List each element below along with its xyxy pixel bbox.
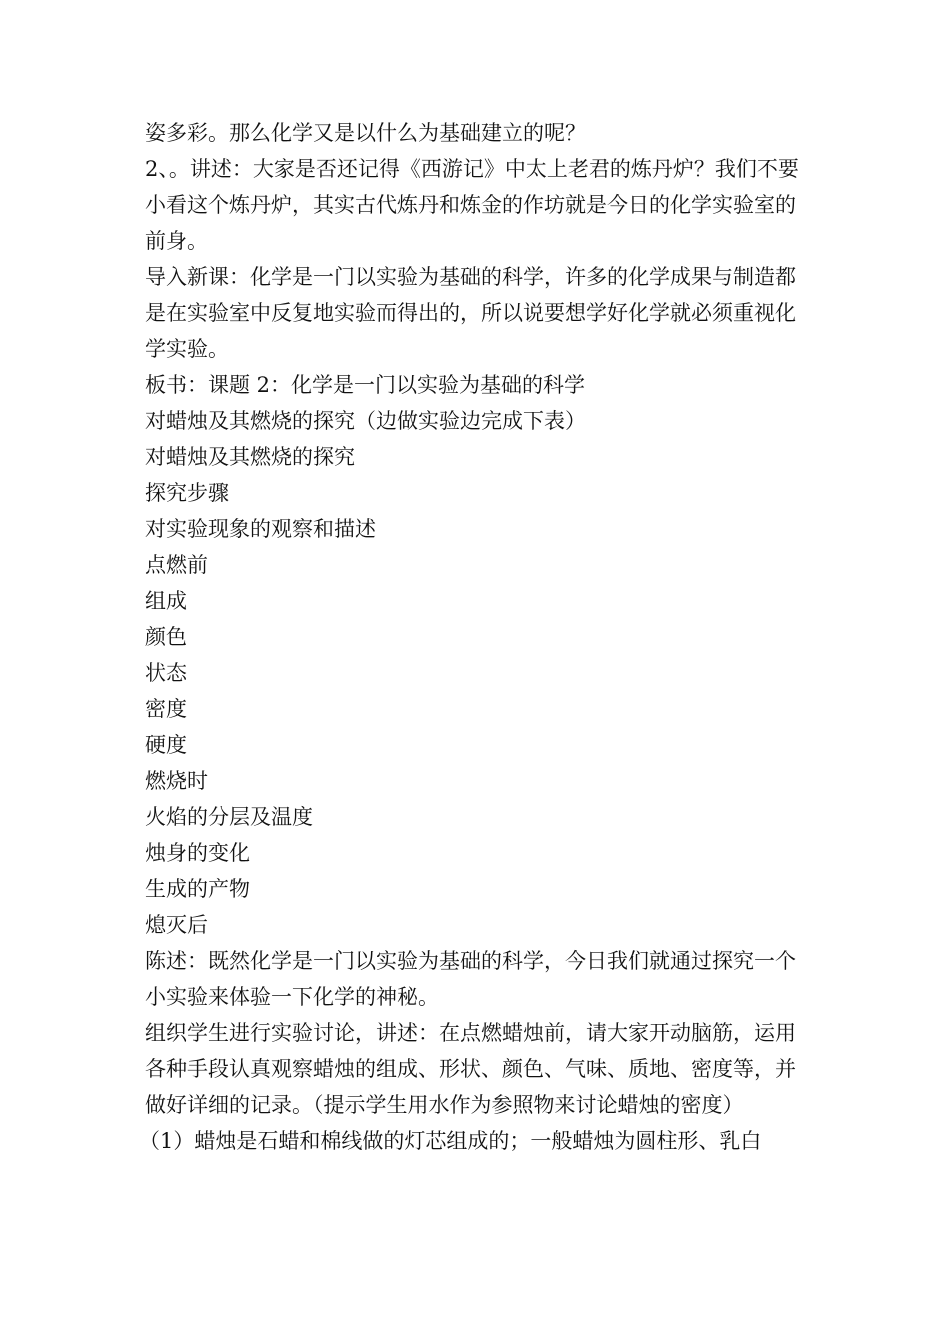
document-page [139, 115, 810, 1159]
table-title: 对蜡烛及其燃烧的探究 [145, 445, 355, 469]
table-header-observation: 对实验现象的观察和描述 [145, 517, 376, 541]
table-row-color: 颜色 [145, 625, 187, 649]
table-row-products: 生成的产物 [145, 877, 250, 901]
table-row-density: 密度 [145, 697, 187, 721]
paragraph-discussion: 组织学生进行实验讨论，讲述：在点燃蜡烛前，请大家开动脑筋，运用各种手段认真观察蜡烛的组成、形状、颜色、气味、质地、密度等，并做好详细的记录。（提示学生用水作为参照物来讨论蜡烛的密度） [145, 1021, 796, 1117]
paragraph-narration-alchemy: 2、。讲述：大家是否还记得《西游记》中太上老君的炼丹炉？我们不要小看这个炼丹炉，其实古代炼丹和炼金的作坊就是今日的化学实验室的前身。 [145, 157, 799, 253]
table-row-while-burning: 燃烧时 [145, 769, 208, 793]
paragraph-item-1: （1）蜡烛是石蜡和棉线做的灯芯组成的；一般蜡烛为圆柱形、乳白 [139, 1129, 762, 1153]
table-row-before-lighting: 点燃前 [145, 553, 208, 577]
table-row-hardness: 硬度 [145, 733, 187, 757]
table-header-steps: 探究步骤 [145, 481, 229, 505]
paragraph-new-lesson: 导入新课：化学是一门以实验为基础的科学，许多的化学成果与制造都是在实验室中反复地实验而得出的，所以说要想学好化学就必须重视化学实验。 [145, 265, 796, 361]
paragraph-table-caption: 对蜡烛及其燃烧的探究（边做实验边完成下表） [145, 409, 586, 433]
table-row-state: 状态 [145, 661, 187, 685]
paragraph-statement: 陈述：既然化学是一门以实验为基础的科学，今日我们就通过探究一个小实验来体验一下化学的神秘。 [145, 949, 796, 1009]
paragraph-blackboard-title: 板书：课题 2：化学是一门以实验为基础的科学 [145, 373, 586, 397]
table-row-flame-layers: 火焰的分层及温度 [145, 805, 313, 829]
table-row-after-extinguish: 熄灭后 [145, 913, 208, 937]
paragraph-intro-end: 姿多彩。那么化学又是以什么为基础建立的呢？ [145, 121, 586, 145]
table-row-body-change: 烛身的变化 [145, 841, 250, 865]
table-row-composition: 组成 [145, 589, 187, 613]
